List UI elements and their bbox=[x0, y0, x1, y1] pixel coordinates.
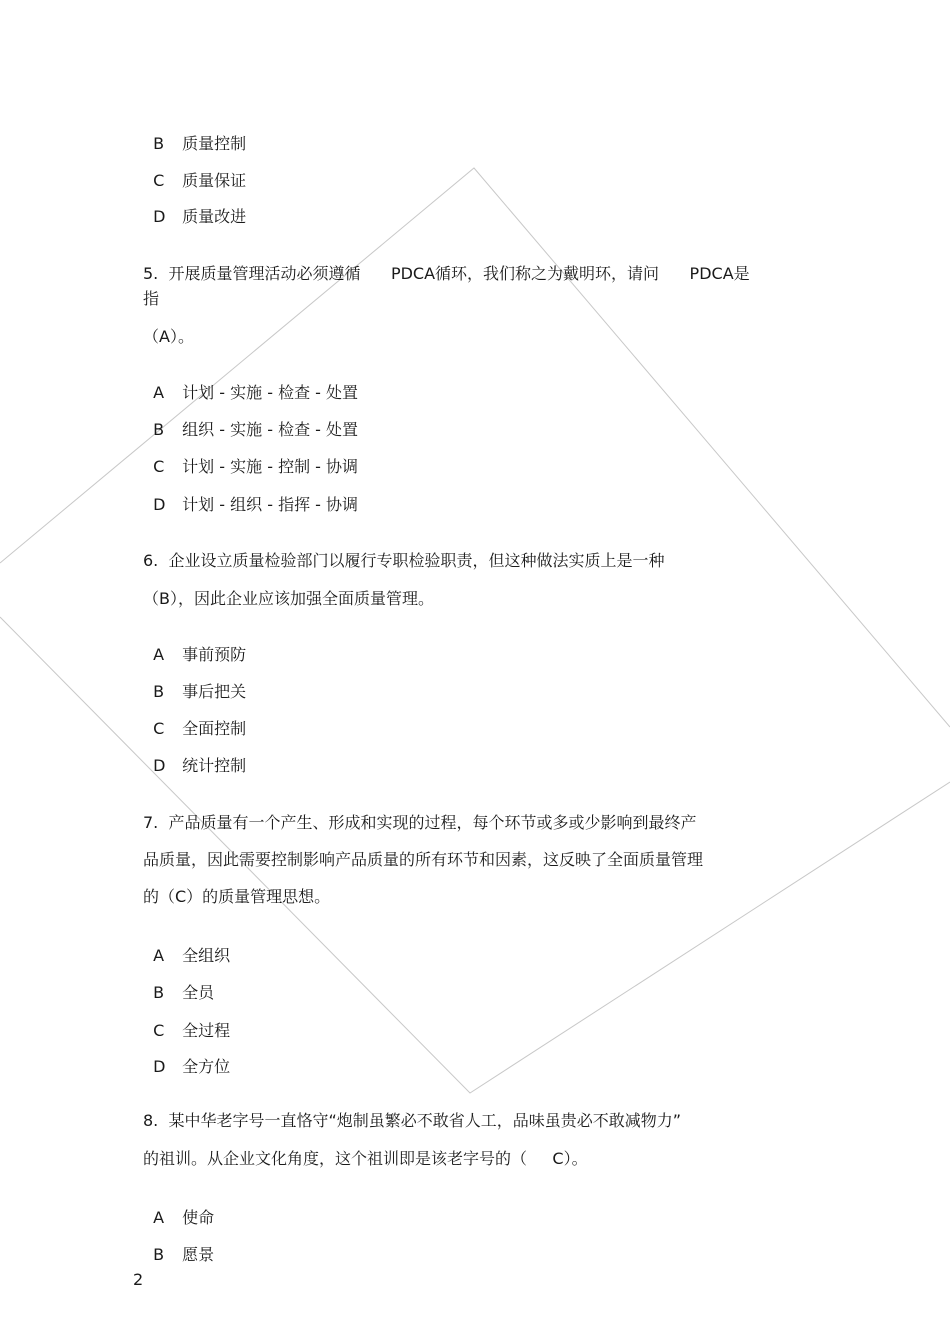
option-text: 计划 - 实施 - 控制 - 协调 bbox=[182, 457, 359, 476]
question-6-line1: 6. 企业设立质量检验部门以履行专职检验职责，但这种做法实质上是一种 bbox=[143, 551, 665, 570]
option-letter: C bbox=[153, 171, 165, 190]
q6-option-a bbox=[143, 625, 246, 665]
question-6-line2: （B），因此企业应该加强全面质量管理。 bbox=[143, 589, 434, 608]
q8-option-b bbox=[143, 1225, 214, 1265]
q7-option-d bbox=[143, 1037, 230, 1077]
option-b bbox=[143, 114, 246, 154]
option-text: 质量改进 bbox=[182, 207, 247, 226]
option-text: 事后把关 bbox=[182, 682, 247, 701]
question-7-line1: 7. 产品质量有一个产生、形成和实现的过程，每个环节或多或少影响到最终产 bbox=[143, 813, 697, 832]
q7-option-b bbox=[143, 963, 214, 1003]
option-text: 愿景 bbox=[182, 1245, 215, 1264]
q8-option-a bbox=[143, 1188, 214, 1228]
option-letter: D bbox=[153, 495, 166, 514]
option-letter: B bbox=[153, 983, 165, 1002]
q6-option-d bbox=[143, 736, 246, 776]
option-d bbox=[143, 187, 246, 227]
option-text: 计划 - 组织 - 指挥 - 协调 bbox=[182, 495, 359, 514]
q5-option-c bbox=[143, 437, 358, 477]
option-text: 质量保证 bbox=[182, 171, 247, 190]
option-letter: D bbox=[153, 756, 166, 775]
q7-option-a bbox=[143, 926, 230, 966]
option-letter: C bbox=[153, 457, 165, 476]
option-text: 事前预防 bbox=[182, 645, 247, 664]
option-letter: B bbox=[153, 420, 165, 439]
option-c bbox=[143, 151, 246, 191]
option-text: 全过程 bbox=[182, 1021, 231, 1040]
q6-option-b bbox=[143, 662, 246, 702]
option-letter: C bbox=[153, 719, 165, 738]
option-letter: D bbox=[153, 207, 166, 226]
option-letter: A bbox=[153, 946, 165, 965]
option-text: 使命 bbox=[182, 1208, 215, 1227]
q5-option-b bbox=[143, 400, 358, 440]
option-letter: C bbox=[153, 1021, 165, 1040]
option-text: 全面控制 bbox=[182, 719, 247, 738]
question-8-line1: 8. 某中华老字号一直恪守“炮制虽繁必不敢省人工，品味虽贵必不敢减物力” bbox=[143, 1111, 682, 1130]
option-letter: A bbox=[153, 1208, 165, 1227]
question-7-line3: 的（C）的质量管理思想。 bbox=[143, 887, 331, 906]
q5-option-a bbox=[143, 363, 358, 403]
question-5-line1: 5. 开展质量管理活动必须遵循 PDCA循环，我们称之为戴明环，请问 PDCA是 bbox=[143, 264, 750, 283]
option-letter: B bbox=[153, 134, 165, 153]
option-text: 全方位 bbox=[182, 1057, 231, 1076]
question-5-line3: （A）。 bbox=[143, 327, 194, 346]
option-letter: D bbox=[153, 1057, 166, 1076]
option-text: 组织 - 实施 - 检查 - 处置 bbox=[182, 420, 359, 439]
q5-option-d bbox=[143, 475, 358, 515]
q7-option-c bbox=[143, 1001, 230, 1041]
option-text: 计划 - 实施 - 检查 - 处置 bbox=[182, 383, 359, 402]
option-text: 统计控制 bbox=[182, 756, 247, 775]
page-number: 2 bbox=[133, 1270, 144, 1289]
option-letter: B bbox=[153, 682, 165, 701]
option-letter: A bbox=[153, 645, 165, 664]
question-7-line2: 品质量，因此需要控制影响产品质量的所有环节和因素，这反映了全面质量管理 bbox=[143, 850, 704, 869]
option-text: 全员 bbox=[182, 983, 215, 1002]
option-letter: B bbox=[153, 1245, 165, 1264]
q6-option-c bbox=[143, 699, 246, 739]
option-text: 全组织 bbox=[182, 946, 231, 965]
question-8-line2: 的祖训。从企业文化角度，这个祖训即是该老字号的（ C）。 bbox=[143, 1149, 588, 1168]
option-text: 质量控制 bbox=[182, 134, 247, 153]
question-5-line2: 指 bbox=[143, 289, 160, 308]
option-letter: A bbox=[153, 383, 165, 402]
